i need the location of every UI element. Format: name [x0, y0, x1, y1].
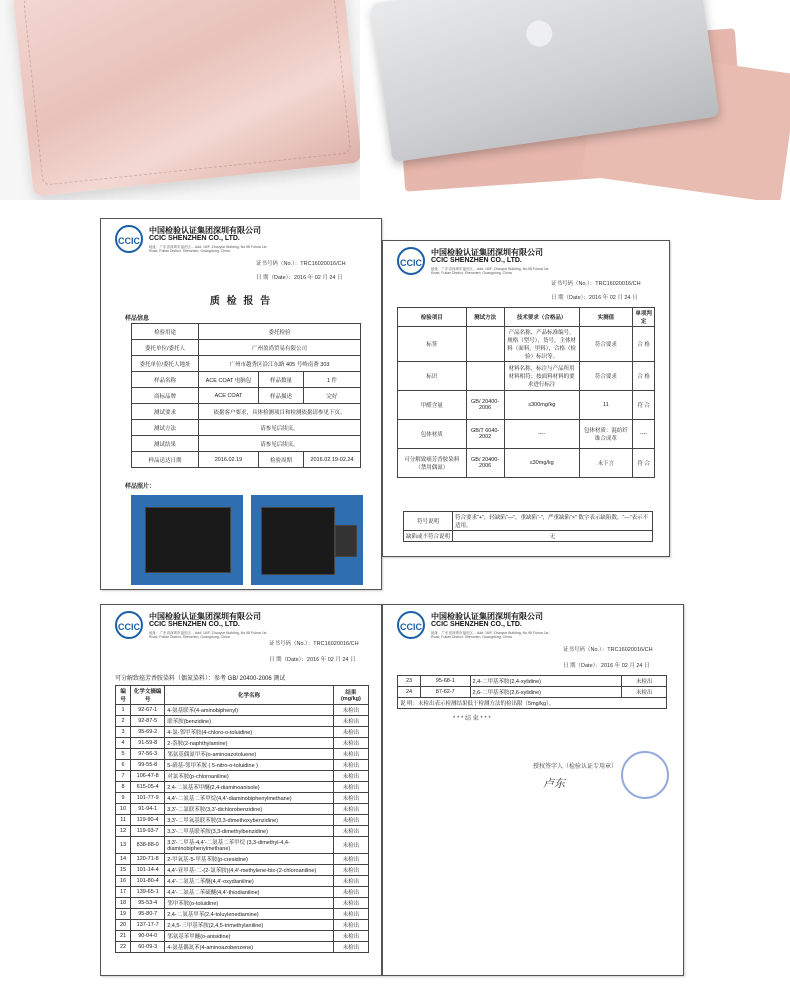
info-key: 检验用途 [132, 324, 199, 340]
info-value: 2016.02.19 [199, 452, 259, 468]
info-key-2: 样品描述 [258, 388, 303, 404]
table-cell: 2,4-二甲基苯胺(2,4-xylidine) [470, 676, 622, 687]
cert-number: 证书号码（No.）：TRC16020016/CH [269, 641, 359, 647]
table-cell: 未检出 [333, 837, 368, 854]
table-cell: 联苯胺(benzidine) [165, 716, 334, 727]
table-row [116, 804, 369, 815]
info-value: 委托检验 [199, 324, 361, 340]
info-row [132, 388, 361, 404]
azo-table-continued [397, 675, 667, 709]
table-cell: 14 [116, 854, 131, 865]
sleeve-stitching [23, 0, 351, 186]
result-cell: ≤300mg/kg [504, 391, 579, 420]
table-cell: 1 [116, 705, 131, 716]
result-cell: 标识 [398, 362, 467, 391]
company-address: 地址：广东省深圳市福田区... Add: 16/F, Zhuoyue Building, No.98 Fuhua 1st Road, Futian District, Shenzhen, Guangdong, China [431, 631, 549, 639]
table-cell: 95-69-2 [131, 727, 165, 738]
table-cell: 5 [116, 749, 131, 760]
info-value-2: 完好 [303, 388, 360, 404]
table-cell: 4-氨基偶氮苯(4-aminoazobenzene) [165, 942, 334, 953]
column-header: 编号 [116, 686, 131, 705]
table-row [116, 887, 369, 898]
result-cell: GB/T 6040-2002 [466, 420, 504, 449]
ccic-logo-icon: CCIC [115, 611, 143, 639]
table-cell: 5-硝基-邻甲苯胺 ( 5-nitro-o-toluidine ) [165, 760, 334, 771]
table-row [116, 826, 369, 837]
report-title: 质 检 报 告 [209, 296, 273, 307]
table-cell: 邻氨基偶氮甲苯(o-aminoazotoluene) [165, 749, 334, 760]
section-sample-photo: 样品照片： [125, 484, 156, 490]
black-sleeve-open [261, 507, 335, 575]
table-cell: 3,3'-二甲基-4,4'-二氨基二苯甲烷 (3,3-dimethyl-4,4-diaminobiphenylmethane) [165, 837, 334, 854]
company-en: CCIC SHENZHEN CO., LTD. [431, 257, 522, 264]
table-cell: 未检出 [333, 887, 368, 898]
table-cell: 92-87-5 [131, 716, 165, 727]
info-row [132, 436, 361, 452]
table-cell: 未检出 [622, 687, 667, 698]
table-cell: 未检出 [333, 793, 368, 804]
table-row [116, 716, 369, 727]
column-header: 结果 (mg/kg) [333, 686, 368, 705]
table-cell: 未检出 [333, 705, 368, 716]
column-header: 单项判定 [633, 308, 655, 327]
table-cell: 11 [116, 815, 131, 826]
table-cell: 95-53-4 [131, 898, 165, 909]
table-cell: 未检出 [333, 727, 368, 738]
table-row [116, 920, 369, 931]
table-cell: 3,3'-二氯联苯胺(3,3'-dichlorobenzidine) [165, 804, 334, 815]
table-cell: 未检出 [333, 909, 368, 920]
table-cell: 2,6-二甲基苯胺(2,6-xylidine) [470, 687, 622, 698]
company-cn: 中国检验认证集团深圳有限公司 [431, 248, 543, 257]
table-cell: 对氯苯胺(p-chloroaniline) [165, 771, 334, 782]
info-key-2: 检验周期 [258, 452, 303, 468]
table-cell: 19 [116, 909, 131, 920]
company-address: 地址：广东省深圳市福田区... Add: 16/F, Zhuoyue Building, No.98 Fuhua 1st Road, Futian District, Shenzhen, Guangdong, China [431, 267, 549, 275]
cert-number: 证书号码（No.）：TRC16020016/CH [256, 261, 346, 267]
detection-note: 说 明：未检出表示检测结果低于检测方法的检出限（5mg/kg）。 [398, 698, 667, 709]
table-cell: 3,3'-二甲氧基联苯胺(3,3-dimethoxybenzidine) [165, 815, 334, 826]
company-cn: 中国检验认证集团深圳有限公司 [149, 226, 261, 235]
defect-text: 无 [453, 531, 653, 542]
pink-sleeve [12, 0, 362, 197]
table-row [116, 749, 369, 760]
table-cell: 4,4'-二氨基二苯硫醚(4,4'-thiodianiline) [165, 887, 334, 898]
company-cn: 中国检验认证集团深圳有限公司 [431, 612, 543, 621]
table-cell: 未检出 [333, 865, 368, 876]
table-cell: 18 [116, 898, 131, 909]
result-cell: 未下言 [579, 449, 633, 478]
info-key: 测试结果 [132, 436, 199, 452]
table-cell: 6 [116, 760, 131, 771]
table-row [398, 676, 667, 687]
company-cn: 中国检验认证集团深圳有限公司 [149, 612, 261, 621]
table-row [116, 942, 369, 953]
table-cell: 未检出 [333, 782, 368, 793]
table-row [116, 931, 369, 942]
table-cell: 3 [116, 727, 131, 738]
column-header: 实测值 [579, 308, 633, 327]
ccic-logo-icon: CCIC [397, 247, 425, 275]
table-cell: 87-62-7 [421, 687, 471, 698]
result-cell: ≤30mg/kg [504, 449, 579, 478]
report-page-2 [382, 240, 670, 557]
table-cell: 101-77-9 [131, 793, 165, 804]
table-cell: 邻甲苯胺(o-toluidine) [165, 898, 334, 909]
result-cell: 甲醛含量 [398, 391, 467, 420]
table-row [116, 793, 369, 804]
table-cell: 未检出 [333, 749, 368, 760]
result-cell: ---- [504, 420, 579, 449]
table-row [116, 837, 369, 854]
table-cell: 95-68-1 [421, 676, 471, 687]
table-cell: 未检出 [333, 815, 368, 826]
result-cell: 11 [579, 391, 633, 420]
info-key-2: 样品数量 [258, 372, 303, 388]
table-cell: 22 [116, 942, 131, 953]
table-cell: 7 [116, 771, 131, 782]
table-row [116, 771, 369, 782]
info-value: 广州市越秀区沿江东路 405 号岭南薈 303 [199, 356, 361, 372]
info-key: 样品送达日期 [132, 452, 199, 468]
table-cell: 95-80-7 [131, 909, 165, 920]
cert-number: 证书号码（No.）：TRC16020016/CH [551, 281, 641, 287]
table-cell: 9 [116, 793, 131, 804]
info-key: 委托单位/委托人地址 [132, 356, 199, 372]
info-value: 请参见后续页。 [199, 420, 361, 436]
report-page-4 [382, 604, 684, 976]
table-cell: 4,4'-二氨基二苯甲烷(4,4'-diaminobiphenylmethane) [165, 793, 334, 804]
result-row [398, 391, 655, 420]
table-cell: 邻氨基苯甲醚(o-anisidine) [165, 931, 334, 942]
result-cell: 可分解致癌芳香胺染料（禁用偶氮） [398, 449, 467, 478]
table-cell: 15 [116, 865, 131, 876]
company-en: CCIC SHENZHEN CO., LTD. [149, 235, 240, 242]
table-cell: 10 [116, 804, 131, 815]
sample-info-table [131, 323, 361, 468]
result-cell [466, 362, 504, 391]
table-cell: 120-71-8 [131, 854, 165, 865]
table-row [116, 815, 369, 826]
column-header: 测试方法 [466, 308, 504, 327]
product-photo-pink-sleeve [0, 0, 380, 200]
company-address: 地址：广东省深圳市福田区... Add: 16/F, Zhuoyue Building, No.98 Fuhua 1st Road, Futian District, Shenzhen, Guangdong, China [149, 631, 267, 639]
defect-label: 缺陷或不符合说明 [404, 531, 453, 542]
table-cell: 未检出 [333, 931, 368, 942]
company-en: CCIC SHENZHEN CO., LTD. [431, 621, 522, 628]
black-flap [335, 525, 357, 557]
azo-table [115, 685, 369, 953]
result-cell: 包体材质：混纺纤维合成革 [579, 420, 633, 449]
report-date: 日 期（Date）：2016 年 02 月 24 日 [269, 657, 356, 663]
result-cell [466, 327, 504, 362]
table-cell: 838-88-0 [131, 837, 165, 854]
table-row [116, 738, 369, 749]
note-label: 符号说明 [404, 512, 453, 531]
table-cell: 21 [116, 931, 131, 942]
info-value: 依据客户要求，具体检测项目和检测依据请参见下页。 [199, 404, 361, 420]
column-header: 化学名称 [165, 686, 334, 705]
table-cell: 101-80-4 [131, 876, 165, 887]
result-cell: 符 合 [633, 449, 655, 478]
result-cell: 材料名称，标注与产品所用材料相符；按面料材料的要求进行标注 [504, 362, 579, 391]
apple-logo-icon [525, 19, 554, 48]
column-header: 检验项目 [398, 308, 467, 327]
table-row [116, 782, 369, 793]
table-cell: 13 [116, 837, 131, 854]
table-cell: 91-94-1 [131, 804, 165, 815]
table-cell: 未检出 [333, 716, 368, 727]
table-cell: 2,4-二氨基甲苯(2,4-toluylenediamine) [165, 909, 334, 920]
info-value: 广州盈尚贸易有限公司 [199, 340, 361, 356]
section-sample-info: 样品信息 [125, 316, 150, 322]
table-row [116, 898, 369, 909]
info-row [132, 404, 361, 420]
result-cell: 符合要求 [579, 362, 633, 391]
column-header: 化学文摘编号 [131, 686, 165, 705]
report-header [383, 605, 683, 645]
table-cell: 8 [116, 782, 131, 793]
notes-table [403, 511, 653, 542]
result-cell: ---- [633, 420, 655, 449]
report-date: 日 期（Date）：2016 年 02 月 24 日 [563, 663, 650, 669]
result-cell: GB/ 20400-2006 [466, 391, 504, 420]
black-sleeve [145, 507, 231, 573]
table-cell: 119-93-7 [131, 826, 165, 837]
report-header [383, 241, 669, 281]
table-cell: 4 [116, 738, 131, 749]
result-row [398, 327, 655, 362]
result-cell: 符 合 [633, 391, 655, 420]
table-cell: 2,4,5-三甲基苯胺(2,4,5-trimethylaniline) [165, 920, 334, 931]
report-header [101, 219, 381, 259]
table-cell: 未检出 [622, 676, 667, 687]
info-key: 测试方法 [132, 420, 199, 436]
table-row [116, 727, 369, 738]
official-seal-icon [621, 751, 669, 799]
table-cell: 2,4-二氨基苯甲醚(2,4-diaminoanisole) [165, 782, 334, 793]
info-row [132, 420, 361, 436]
info-value: ACE COAT [199, 388, 259, 404]
table-cell: 101-14-4 [131, 865, 165, 876]
info-row [132, 356, 361, 372]
table-cell: 23 [398, 676, 421, 687]
table-cell: 未检出 [333, 771, 368, 782]
table-cell: 未检出 [333, 804, 368, 815]
result-row [398, 362, 655, 391]
info-row [132, 324, 361, 340]
result-row [398, 449, 655, 478]
table-cell: 2-萘胺(2-naphthylamine) [165, 738, 334, 749]
table-cell: 未检出 [333, 760, 368, 771]
ccic-logo-icon: CCIC [115, 225, 143, 253]
ccic-logo-icon: CCIC [397, 611, 425, 639]
result-cell: 包体材质 [398, 420, 467, 449]
result-cell: 合 格 [633, 362, 655, 391]
sample-photo-1 [131, 495, 243, 585]
table-cell: 17 [116, 887, 131, 898]
table-cell: 未检出 [333, 738, 368, 749]
table-cell: 3,3'-二甲基联苯胺(3,3-dimethylbenzidine) [165, 826, 334, 837]
table-cell: 未检出 [333, 826, 368, 837]
table-row [116, 705, 369, 716]
table-row [116, 909, 369, 920]
result-row [398, 420, 655, 449]
table-row [116, 876, 369, 887]
table-cell: 16 [116, 876, 131, 887]
product-photo-laptop-in-sleeve [360, 0, 790, 200]
info-key: 委托单位/委托人 [132, 340, 199, 356]
table-cell: 99-55-8 [131, 760, 165, 771]
note-text: 符合要求“+”，轻缺陷“—”，重缺陷“-”，严重缺陷“×” 数字表示缺陷数，“---”表示不适用。 [453, 512, 653, 531]
table-row [116, 865, 369, 876]
table-cell: 4-氨基联苯(4-aminobiphenyl) [165, 705, 334, 716]
info-key: 测试要求 [132, 404, 199, 420]
table-cell: 12 [116, 826, 131, 837]
table-cell: 92-67-1 [131, 705, 165, 716]
info-value: ACE COAT 电脑包 [199, 372, 259, 388]
info-value-2: 1 件 [303, 372, 360, 388]
info-row [132, 340, 361, 356]
company-address: 地址：广东省深圳市福田区... Add: 16/F, Zhuoyue Building, No.98 Fuhua 1st Road, Futian District, Shenzhen, Guangdong, China [149, 245, 267, 253]
info-key: 商标品牌 [132, 388, 199, 404]
table-cell: 60-09-3 [131, 942, 165, 953]
report-page-1 [100, 218, 382, 590]
report-date: 日 期（Date）：2016 年 02 月 24 日 [256, 275, 343, 281]
end-marker: * * * 结 束 * * * [453, 716, 491, 722]
table-cell: 24 [398, 687, 421, 698]
table-row [398, 687, 667, 698]
table-cell: 90-04-0 [131, 931, 165, 942]
report-page-3 [100, 604, 382, 976]
result-cell: GB/ 20400-2006 [466, 449, 504, 478]
column-header: 技术要求（合格品） [504, 308, 579, 327]
table-cell: 2-甲氧基-5-甲基苯胺(p-cresidine) [165, 854, 334, 865]
table-cell: 2 [116, 716, 131, 727]
signature: 卢东 [543, 778, 565, 790]
table-cell: 4,4'-二氨基二苯醚(4,4'-oxydianiline) [165, 876, 334, 887]
result-cell: 符合要求 [579, 327, 633, 362]
azo-caption: 可分解致癌芳香胺染料（偶氮染料）：参考 GB/ 20400-2006 测试 [115, 676, 286, 682]
report-date: 日 期（Date）：2016 年 02 月 24 日 [551, 295, 638, 301]
table-cell: 137-17-7 [131, 920, 165, 931]
table-cell: 106-47-8 [131, 771, 165, 782]
info-row [132, 372, 361, 388]
result-cell: 合 格 [633, 327, 655, 362]
signer-label: 授权签字人（检验认证专用章） [533, 764, 618, 770]
table-cell: 20 [116, 920, 131, 931]
table-row [116, 854, 369, 865]
table-cell: 119-90-4 [131, 815, 165, 826]
table-cell: 97-56-3 [131, 749, 165, 760]
table-cell: 未检出 [333, 854, 368, 865]
table-cell: 4-氯-邻甲苯胺(4-chloro-o-toluidine) [165, 727, 334, 738]
table-cell: 未检出 [333, 898, 368, 909]
table-cell: 未检出 [333, 920, 368, 931]
table-cell: 615-05-4 [131, 782, 165, 793]
info-value: 请参见后续页。 [199, 436, 361, 452]
info-row [132, 452, 361, 468]
table-cell: 未检出 [333, 876, 368, 887]
cert-number: 证书号码（No.）：TRC16020016/CH [563, 647, 653, 653]
test-results-table [397, 307, 655, 478]
table-cell: 91-59-8 [131, 738, 165, 749]
table-cell: 未检出 [333, 942, 368, 953]
table-cell: 139-65-1 [131, 887, 165, 898]
result-cell: 产品名称，产品标准编号，规格（型号），货号，主体材料（面料，里料），合格（检验）标识等。 [504, 327, 579, 362]
info-value-2: 2016.02.19-02.24 [303, 452, 360, 468]
sample-photo-2 [251, 495, 363, 585]
table-row [116, 760, 369, 771]
company-en: CCIC SHENZHEN CO., LTD. [149, 621, 240, 628]
info-key: 样品名称 [132, 372, 199, 388]
table-cell: 4,4'-亚甲基-二-(2-氯苯胺)(4,4'-methylene-bis-(2-chloroaniline) [165, 865, 334, 876]
result-cell: 标签 [398, 327, 467, 362]
